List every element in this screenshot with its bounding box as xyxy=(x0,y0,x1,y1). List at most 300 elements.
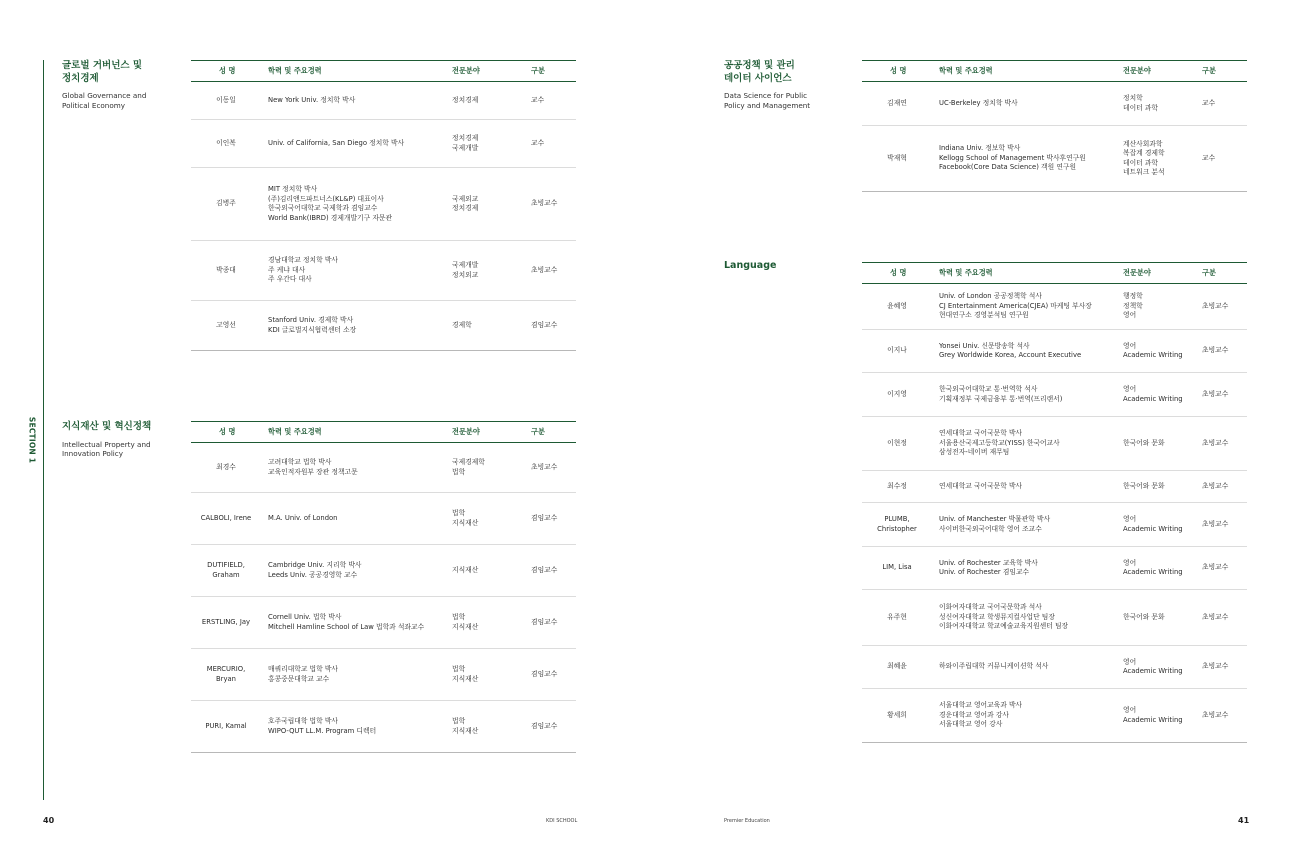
cell-field-lines xyxy=(1123,439,1165,449)
column-header-field: 전문분야 xyxy=(452,427,480,436)
table-row xyxy=(191,82,576,120)
cell-name-line: PURI, Kamal xyxy=(205,721,247,730)
section-title-english xyxy=(724,91,844,110)
cell-career-lines xyxy=(268,717,376,736)
section-title-english-line: Innovation Policy xyxy=(62,449,124,458)
cell-field-lines xyxy=(1123,385,1183,404)
cell-career xyxy=(939,82,1018,125)
cell-name-line: ERSTLING, Jay xyxy=(201,617,251,626)
cell-career-line: 사이버한국외국어대학 영어 조교수 xyxy=(939,524,1042,533)
cell-type xyxy=(531,545,557,596)
cell-field xyxy=(1123,82,1158,125)
cell-type xyxy=(531,241,557,300)
cell-field-lines xyxy=(1123,342,1183,361)
cell-type-value: 초빙교수 xyxy=(531,265,558,274)
column-header-career: 학력 및 주요경력 xyxy=(939,66,993,75)
table-row xyxy=(191,701,576,753)
cell-career-lines xyxy=(268,514,338,524)
cell-field-line: 국제개발 xyxy=(452,143,479,152)
cell-field-line: 데이터 과학 xyxy=(1123,103,1158,112)
cell-field-line: 행정학 xyxy=(1123,292,1143,301)
cell-name-line: 최수정 xyxy=(887,481,907,490)
cell-career xyxy=(268,443,358,492)
section-label: SECTION 1 xyxy=(27,416,37,464)
cell-type-value: 겸임교수 xyxy=(531,669,558,678)
cell-field-line: 복잡계 경제학 xyxy=(1123,149,1165,157)
cell-name xyxy=(191,301,261,350)
cell-career-lines xyxy=(268,561,361,580)
cell-field-line: 법학 xyxy=(452,717,466,725)
table-row xyxy=(862,417,1247,471)
cell-career xyxy=(939,126,1086,191)
cell-name-line: MERCURIO, xyxy=(206,665,246,673)
cell-career-line: Univ. of Manchester 박물관학 박사 xyxy=(939,515,1051,523)
cell-field-line: 한국어와 문화 xyxy=(1123,438,1165,447)
cell-career-line: Kellogg School of Management 박사후연구원 xyxy=(939,153,1086,162)
cell-career-line: M.A. Univ. of London xyxy=(268,513,338,522)
cell-career-lines xyxy=(939,292,1092,321)
cell-career xyxy=(939,417,1060,470)
cell-type-value: 초빙교수 xyxy=(1202,612,1229,621)
cell-field-line: 법학 xyxy=(452,665,466,673)
cell-career-lines xyxy=(268,139,404,149)
cell-field-line: 영어 xyxy=(1123,657,1137,666)
cell-career-line: Stanford Univ. 경제학 박사 xyxy=(268,316,354,324)
cell-field-line: 경제학 xyxy=(452,320,472,329)
cell-career-lines xyxy=(939,144,1086,173)
table-row xyxy=(862,373,1247,417)
cell-name-lines xyxy=(887,154,907,164)
cell-name xyxy=(862,503,932,546)
cell-field-lines xyxy=(1123,706,1183,725)
cell-field-line: 한국어와 문화 xyxy=(1123,612,1165,621)
cell-name-lines xyxy=(205,722,246,732)
cell-field-lines xyxy=(452,566,478,576)
table-row xyxy=(862,590,1247,646)
cell-type xyxy=(1202,646,1228,688)
cell-career xyxy=(939,547,1038,589)
cell-career-line: 경운대학교 영어과 강사 xyxy=(939,710,1009,719)
cell-career-line: 호주국립대학 법학 박사 xyxy=(268,717,338,725)
table-row xyxy=(191,597,576,649)
cell-career xyxy=(939,284,1092,329)
section-title-block xyxy=(62,60,182,110)
section-title-english xyxy=(62,440,182,459)
cell-field-line: 정치경제 xyxy=(452,134,479,142)
cell-career-lines xyxy=(268,613,424,632)
right-footer-brand: Premier Education xyxy=(724,818,770,824)
cell-career xyxy=(939,503,1050,546)
cell-name xyxy=(191,649,261,700)
cell-career-line: Leeds Univ. 공공경영학 교수 xyxy=(268,570,358,579)
cell-career-line: 연세대학교 국어국문학 박사 xyxy=(939,429,1023,438)
section-title-korean xyxy=(62,421,182,434)
faculty-table xyxy=(862,262,1247,743)
cell-field-line: 영어 xyxy=(1123,515,1137,523)
cell-career-lines xyxy=(939,603,1068,632)
cell-name-line: 이동일 xyxy=(216,95,236,104)
cell-career-lines xyxy=(939,99,1018,109)
section-title-block xyxy=(62,421,182,459)
cell-field xyxy=(452,82,478,119)
cell-name xyxy=(191,493,261,544)
cell-field-line: 정책학 xyxy=(1123,301,1143,310)
cell-type-value: 겸임교수 xyxy=(531,565,558,574)
column-header-field: 전문분야 xyxy=(1123,66,1151,75)
cell-field-line: 법학 xyxy=(452,467,466,476)
cell-career xyxy=(268,545,361,596)
cell-name-line: 박재혁 xyxy=(887,153,907,162)
cell-career-line: 홍콩중문대학교 교수 xyxy=(268,674,330,683)
cell-field-line: 영어 xyxy=(1123,385,1137,393)
left-footer-brand: KDI SCHOOL xyxy=(546,818,578,824)
cell-field xyxy=(452,545,478,596)
section-title-korean-line: 데이터 사이언스 xyxy=(724,72,792,84)
column-header-career: 학력 및 주요경력 xyxy=(268,427,322,436)
cell-field-lines xyxy=(452,195,478,214)
cell-type xyxy=(531,701,557,752)
cell-name-lines xyxy=(216,199,236,209)
section-title-korean-line: 지식재산 및 혁신정책 xyxy=(62,421,152,432)
section-title-korean-line: 공공정책 및 관리 xyxy=(724,60,795,71)
table-row xyxy=(862,82,1247,126)
column-header-name: 성 명 xyxy=(219,66,236,75)
cell-name-line: Christopher xyxy=(877,524,917,533)
cell-career-line: 이화여자대학교 학교예술교육지원센터 팀장 xyxy=(939,622,1069,631)
column-header-field: 전문분야 xyxy=(1123,268,1151,277)
cell-career-line: 한국외국어대학교 국제학과 겸임교수 xyxy=(268,204,378,212)
cell-career xyxy=(939,373,1062,416)
cell-career-line: MIT 정치학 박사 xyxy=(268,185,318,193)
cell-career-line: WIPO-QUT LL.M. Program 디렉터 xyxy=(268,726,377,735)
left-page-spine xyxy=(43,60,44,800)
cell-field-line: 정치외교 xyxy=(452,270,479,279)
cell-name-line: DUTIFIELD, xyxy=(207,561,245,569)
cell-field xyxy=(452,597,478,648)
cell-field-lines xyxy=(452,96,478,106)
cell-career-line: 교육인적자원부 장관 정책고문 xyxy=(268,467,358,476)
table-header xyxy=(862,262,1247,284)
cell-career-lines xyxy=(939,342,1081,361)
cell-type xyxy=(531,301,557,350)
cell-field-line: 법학 xyxy=(452,613,466,621)
cell-name-lines xyxy=(887,346,907,356)
cell-type xyxy=(1202,471,1228,502)
table-row xyxy=(191,493,576,545)
cell-career xyxy=(268,120,404,167)
cell-career-line: 연세대학교 국어국문학 박사 xyxy=(939,481,1023,490)
cell-field-line: 국제개발 xyxy=(452,261,479,269)
cell-name-lines xyxy=(887,482,907,492)
cell-career-line: Cambridge Univ. 지리학 박사 xyxy=(268,561,362,569)
cell-type-value: 교수 xyxy=(531,138,545,147)
table-row xyxy=(862,547,1247,590)
cell-type-value: 교수 xyxy=(531,95,545,104)
cell-type xyxy=(531,493,557,544)
cell-career-lines xyxy=(939,701,1022,730)
cell-name-line: 최혜윤 xyxy=(887,662,907,671)
cell-career-line: Univ. of London 공공정책학 석사 xyxy=(939,292,1042,301)
cell-career-lines xyxy=(268,185,392,223)
cell-career-line: 서울용산국제고등학교(YISS) 한국어교사 xyxy=(939,438,1060,447)
cell-type xyxy=(1202,82,1215,125)
table-row xyxy=(191,168,576,241)
cell-name xyxy=(862,126,932,191)
cell-field xyxy=(1123,373,1183,416)
section-title-korean xyxy=(724,60,844,85)
cell-type xyxy=(531,168,557,240)
section-title-korean-line: 정치경제 xyxy=(62,72,99,84)
cell-field-line: 정치경제 xyxy=(452,204,479,212)
table-row xyxy=(862,284,1247,330)
cell-career-line: 현대연구소 경영분석팀 연구원 xyxy=(939,311,1029,320)
cell-career-line: Indiana Univ. 정보학 박사 xyxy=(939,144,1021,153)
cell-field xyxy=(452,120,478,167)
cell-career xyxy=(268,493,338,544)
cell-name-line: PLUMB, xyxy=(884,515,910,523)
cell-field-line: 네트워크 분석 xyxy=(1123,168,1165,176)
table-header xyxy=(191,60,576,82)
cell-name xyxy=(862,590,932,645)
cell-field-line: Academic Writing xyxy=(1123,524,1183,533)
cell-name xyxy=(191,443,261,492)
cell-career-line: Cornell Univ. 법학 박사 xyxy=(268,613,342,621)
cell-field-lines xyxy=(1123,140,1165,178)
section-title-english-line: Political Economy xyxy=(62,100,126,110)
cell-type-value: 초빙교수 xyxy=(531,199,558,208)
table-row xyxy=(862,503,1247,547)
cell-field-line: 법학 xyxy=(452,509,466,517)
cell-name-lines xyxy=(216,321,236,331)
cell-field xyxy=(1123,471,1165,502)
cell-career xyxy=(939,646,1048,688)
cell-field-lines xyxy=(1123,613,1165,623)
cell-type xyxy=(531,443,557,492)
cell-field-line: 지식재산 xyxy=(452,622,479,631)
cell-name-lines xyxy=(216,139,236,149)
cell-field-line: Academic Writing xyxy=(1123,568,1183,576)
cell-field-lines xyxy=(452,509,478,528)
cell-name-line: LIM, Lisa xyxy=(882,563,912,572)
cell-field-line: 지식재산 xyxy=(452,674,479,683)
section-title-block xyxy=(724,260,844,273)
right-page-number: 41 xyxy=(1238,816,1250,825)
cell-career-lines xyxy=(268,316,356,335)
cell-name-lines xyxy=(877,515,917,534)
cell-career xyxy=(268,168,392,240)
cell-career-line: Yonsei Univ. 신문방송학 석사 xyxy=(939,341,1030,350)
cell-career-line: World Bank(IBRD) 경제개발기구 자문관 xyxy=(268,213,393,222)
cell-career-lines xyxy=(939,482,1022,492)
column-header-career: 학력 및 주요경력 xyxy=(268,66,322,75)
cell-name-line: 이인복 xyxy=(216,138,236,147)
cell-type xyxy=(1202,373,1228,416)
cell-career-line: Facebook(Core Data Science) 객원 연구원 xyxy=(939,163,1077,172)
cell-name-lines xyxy=(201,514,252,524)
cell-name-line: 김병주 xyxy=(216,199,236,208)
cell-field-line: Academic Writing xyxy=(1123,351,1183,359)
cell-field xyxy=(452,301,472,350)
cell-field-lines xyxy=(452,458,485,477)
cell-career-line: 기획재정부 국제금융부 통·번역(프리랜서) xyxy=(939,394,1063,403)
table-row xyxy=(862,689,1247,743)
cell-field-line: 영어 xyxy=(1123,311,1137,320)
cell-name-lines xyxy=(887,390,907,400)
cell-field-line: 영어 xyxy=(1123,706,1137,714)
column-header-career: 학력 및 주요경력 xyxy=(939,268,993,277)
cell-name-lines xyxy=(882,563,911,573)
cell-career-line: 주 우간다 대사 xyxy=(268,275,312,284)
cell-career xyxy=(939,590,1068,645)
cell-field-line: 계산사회과학 xyxy=(1123,139,1163,148)
cell-field-line: 국제경제학 xyxy=(452,458,485,466)
cell-name xyxy=(191,597,261,648)
cell-name-lines xyxy=(887,613,907,623)
table-row xyxy=(862,471,1247,503)
cell-type xyxy=(1202,547,1228,589)
cell-name xyxy=(862,646,932,688)
cell-name xyxy=(191,241,261,300)
cell-career-lines xyxy=(939,515,1050,534)
cell-field-line: Academic Writing xyxy=(1123,715,1183,724)
cell-career-lines xyxy=(268,96,355,106)
cell-name xyxy=(191,168,261,240)
cell-type-value: 겸임교수 xyxy=(531,721,558,730)
cell-name-line: 최경수 xyxy=(216,462,236,471)
cell-name-line: 김재연 xyxy=(887,98,907,107)
cell-career xyxy=(939,471,1022,502)
cell-field xyxy=(1123,547,1183,589)
section-title-english xyxy=(62,91,182,110)
cell-field-line: 국제외교 xyxy=(452,194,479,203)
section-title-english-line: Intellectual Property and xyxy=(62,439,151,449)
cell-name-line: Graham xyxy=(212,570,240,579)
cell-name-lines xyxy=(216,96,236,106)
cell-type xyxy=(1202,284,1228,329)
cell-name-lines xyxy=(887,99,907,109)
cell-type-value: 초빙교수 xyxy=(1202,389,1229,398)
table-row xyxy=(191,301,576,351)
column-header-type: 구분 xyxy=(1202,268,1216,277)
cell-field xyxy=(1123,646,1183,688)
cell-field-lines xyxy=(452,321,472,331)
cell-type xyxy=(1202,330,1228,372)
cell-career xyxy=(268,597,424,648)
cell-field-lines xyxy=(452,261,478,280)
cell-career-lines xyxy=(268,665,338,684)
cell-name-lines xyxy=(207,561,245,580)
cell-type-value: 겸임교수 xyxy=(531,617,558,626)
table-row xyxy=(191,649,576,701)
faculty-table xyxy=(862,60,1247,192)
cell-career-line: 서울대학교 영어 강사 xyxy=(939,720,1003,729)
cell-field xyxy=(1123,590,1165,645)
cell-career-line: 매쿼리대학교 법학 박사 xyxy=(268,665,338,673)
cell-name xyxy=(191,120,261,167)
table-row xyxy=(862,330,1247,373)
cell-type-value: 겸임교수 xyxy=(531,513,558,522)
cell-field xyxy=(452,168,478,240)
cell-type xyxy=(531,82,544,119)
column-header-name: 성 명 xyxy=(890,66,907,75)
cell-career-line: 성신여자대학교 학생뮤지컬사업단 팀장 xyxy=(939,612,1055,621)
cell-name-line: CALBOLI, Irene xyxy=(200,513,252,522)
cell-type xyxy=(531,597,557,648)
cell-career-lines xyxy=(268,458,358,477)
cell-type-value: 초빙교수 xyxy=(1202,710,1229,719)
column-header-name: 성 명 xyxy=(219,427,236,436)
cell-field-lines xyxy=(452,717,478,736)
table-row xyxy=(862,646,1247,689)
cell-field xyxy=(452,241,478,300)
cell-field-lines xyxy=(1123,559,1183,578)
cell-type xyxy=(1202,590,1228,645)
cell-career-line: Univ. of Rochester 겸임교수 xyxy=(939,568,1030,576)
cell-career-line: Mitchell Hamline School of Law 법학과 석좌교수 xyxy=(268,622,425,631)
cell-name xyxy=(862,82,932,125)
faculty-table xyxy=(191,60,576,351)
table-header xyxy=(862,60,1247,82)
cell-name xyxy=(862,471,932,502)
cell-name-line: 황세희 xyxy=(887,710,907,719)
cell-name xyxy=(862,689,932,742)
cell-name xyxy=(191,701,261,752)
cell-type xyxy=(531,120,544,167)
cell-name-lines xyxy=(887,439,907,449)
cell-field-line: 지식재산 xyxy=(452,726,479,735)
cell-career xyxy=(268,701,376,752)
section-title-english-line: Data Science for Public xyxy=(724,91,808,100)
column-header-type: 구분 xyxy=(1202,66,1216,75)
cell-name-line: 이지영 xyxy=(887,389,907,398)
cell-type xyxy=(1202,503,1228,546)
cell-career xyxy=(268,301,356,350)
cell-field-lines xyxy=(1123,658,1183,677)
cell-type-value: 교수 xyxy=(1202,153,1216,162)
cell-field-line: 정치학 xyxy=(1123,94,1143,102)
cell-name-lines xyxy=(202,618,250,628)
cell-career-line: 경남대학교 정치학 박사 xyxy=(268,256,338,265)
cell-career-lines xyxy=(268,256,338,285)
cell-field-line: 데이터 과학 xyxy=(1123,158,1158,167)
cell-type xyxy=(1202,689,1228,742)
section-title-korean xyxy=(724,260,844,273)
cell-type xyxy=(1202,126,1215,191)
cell-type-value: 겸임교수 xyxy=(531,320,558,329)
cell-career xyxy=(268,82,355,119)
cell-field-lines xyxy=(452,613,478,632)
cell-field-line: 지식재산 xyxy=(452,518,479,527)
cell-career-line: 고려대학교 법학 박사 xyxy=(268,458,332,466)
cell-field xyxy=(1123,503,1183,546)
cell-type-value: 교수 xyxy=(1202,98,1216,107)
cell-type-value: 초빙교수 xyxy=(1202,346,1229,355)
cell-field xyxy=(1123,417,1165,470)
cell-name xyxy=(862,284,932,329)
cell-type-value: 초빙교수 xyxy=(1202,301,1229,310)
cell-career xyxy=(268,241,338,300)
cell-field xyxy=(452,649,478,700)
cell-field-line: 지식재산 xyxy=(452,565,479,574)
cell-type-value: 초빙교수 xyxy=(1202,438,1229,447)
cell-type-value: 초빙교수 xyxy=(1202,662,1229,671)
cell-career xyxy=(939,689,1022,742)
table-row xyxy=(191,241,576,301)
cell-career-line: 이화여자대학교 국어국문학과 석사 xyxy=(939,603,1042,612)
cell-name xyxy=(862,373,932,416)
faculty-table xyxy=(191,421,576,753)
cell-field xyxy=(1123,284,1143,329)
